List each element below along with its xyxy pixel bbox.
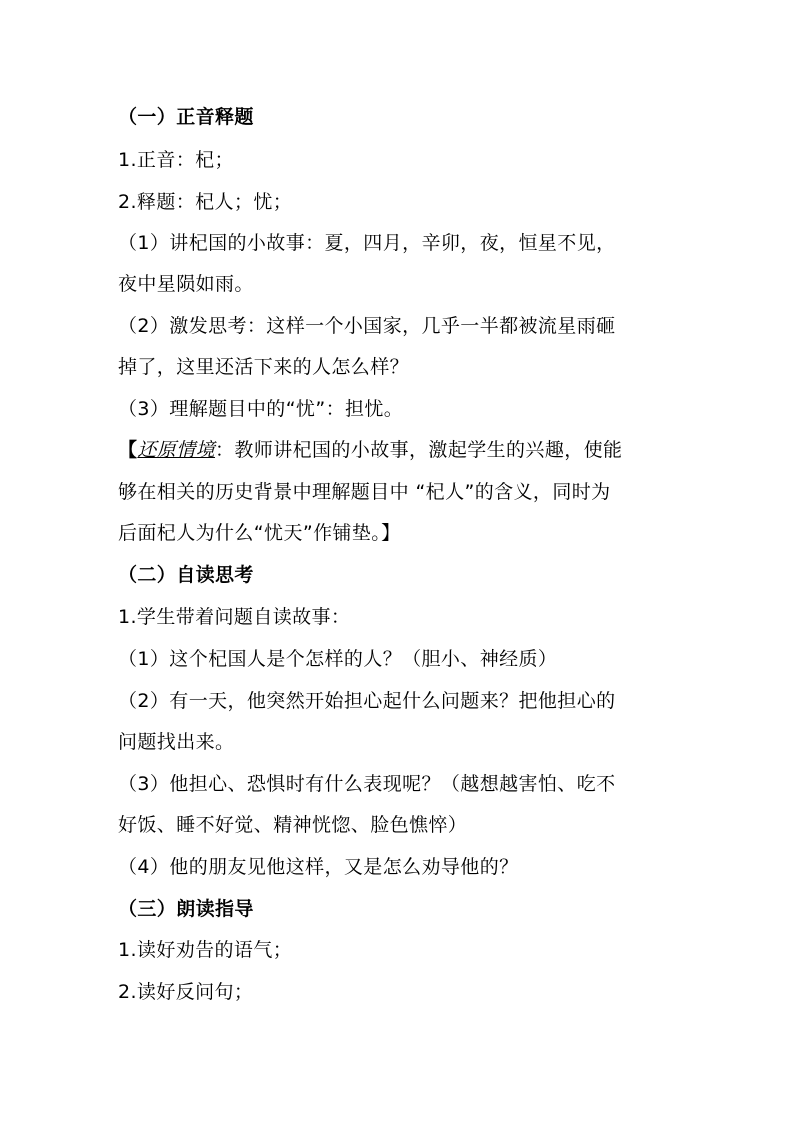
section-2-sub-3-line-1: （3）他担心、恐惧时有什么表现呢？（越想越害怕、吃不	[118, 773, 616, 795]
section-1-sub-2-line-1: （2）激发思考：这样一个小国家，几乎一半都被流星雨砸	[118, 315, 616, 337]
section-1-sub-1-line-1: （1）讲杞国的小故事：夏，四月，辛卯，夜，恒星不见，	[118, 232, 616, 254]
section-3-item-2: 2.读好反问句；	[118, 981, 254, 1003]
section-1-heading: （一）正音释题	[118, 106, 254, 128]
note-label: 还原情境	[137, 439, 216, 461]
section-1-sub-3: （3）理解题目中的“忧”：担忧。	[118, 398, 404, 420]
section-2-sub-2-line-1: （2）有一天，他突然开始担心起什么问题来？把他担心的	[118, 690, 616, 712]
section-2-sub-4: （4）他的朋友见他这样，又是怎么劝导他的？	[118, 856, 519, 878]
section-1-sub-1-line-2: 夜中星陨如雨。	[118, 273, 254, 295]
section-1-sub-2-line-2: 掉了，这里还活下来的人怎么样？	[118, 356, 410, 378]
note-line-1	[118, 438, 622, 462]
section-2-sub-1: （1）这个杞国人是个怎样的人？（胆小、神经质）	[118, 648, 558, 670]
note-open-bracket: 【	[118, 439, 138, 461]
section-2-sub-3-line-2: 好饭、睡不好觉、精神恍惚、脸色憔悴）	[118, 814, 468, 836]
section-2-sub-2-line-2: 问题找出来。	[118, 731, 235, 753]
section-1-item-2: 2.释题：杞人；忧；	[118, 191, 293, 213]
section-3-item-1: 1.读好劝告的语气；	[118, 939, 293, 961]
section-1-item-1: 1.正音：杞；	[118, 149, 234, 171]
section-2-heading: （二）自读思考	[118, 564, 254, 586]
note-line-1-text: ：教师讲杞国的小故事，激起学生的兴趣，使能	[215, 439, 623, 461]
section-2-item-1: 1.学生带着问题自读故事：	[118, 606, 351, 628]
note-line-3: 后面杞人为什么“忧天”作铺垫。】	[118, 522, 401, 544]
section-3-heading: （三）朗读指导	[118, 898, 254, 920]
note-line-2: 够在相关的历史背景中理解题目中 “杞人”的含义，同时为	[118, 481, 611, 503]
